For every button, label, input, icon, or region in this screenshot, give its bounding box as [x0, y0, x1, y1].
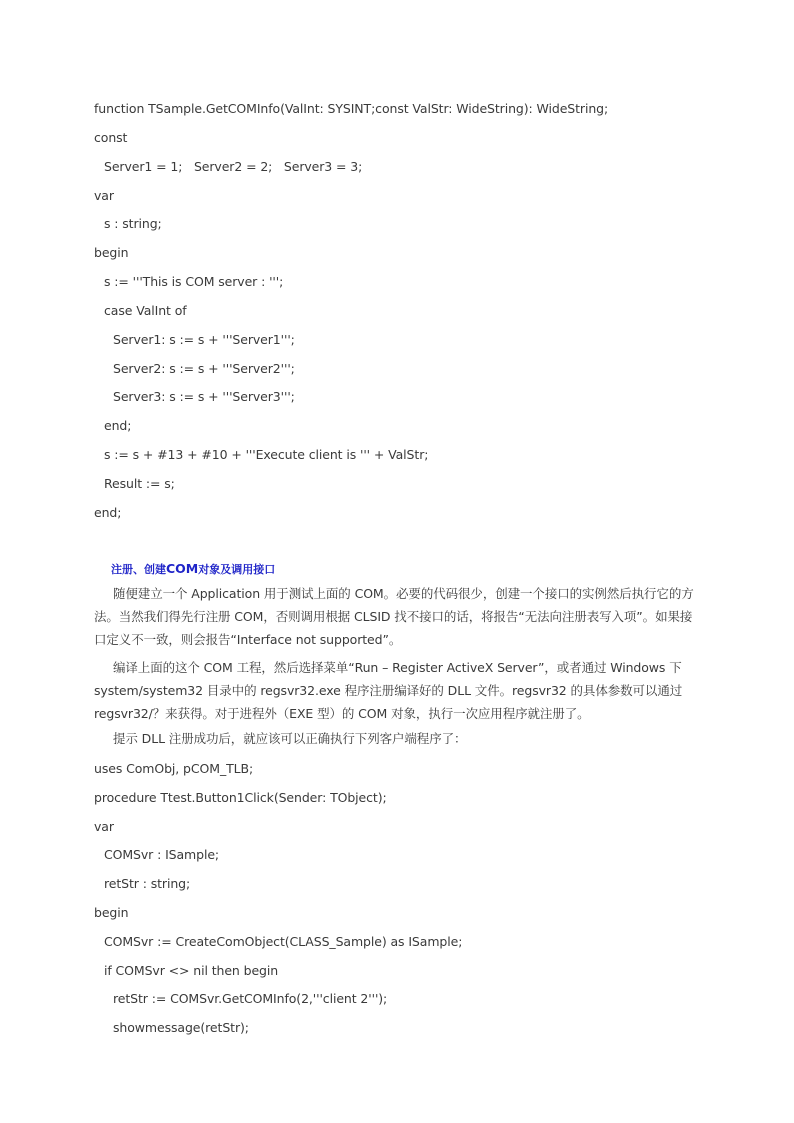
code-line: COMSvr : ISample; — [104, 847, 220, 862]
code-line: begin — [94, 245, 129, 260]
code-line: s : string; — [104, 216, 162, 231]
code-line: if COMSvr <> nil then begin — [104, 963, 279, 978]
code-line: const — [94, 130, 128, 145]
heading-text-post: 对象及调用接口 — [198, 563, 276, 576]
code-line: uses ComObj, pCOM_TLB; — [94, 761, 254, 776]
code-line: Server1 = 1; Server2 = 2; Server3 = 3; — [104, 159, 363, 174]
code-line: case ValInt of — [104, 303, 187, 318]
body-paragraph: 编译上面的这个 COM 工程，然后选择菜单“Run – Register ActiveX Server”，或者通过 Windows 下 system/system32 目录中的 regsvr32.exe 程序注册编译好的 DLL 文件。regsvr32 的具体参数可以通过 regsvr32/？来获得。对于进程外（EXE 型）的 COM 对象，执行一次应用程序就注册了。 — [94, 660, 683, 721]
body-paragraph: 提示 DLL 注册成功后，就应该可以正确执行下列客户端程序了： — [113, 731, 467, 746]
code-line: Server3: s := s + '''Server3'''; — [113, 389, 295, 404]
code-line: function TSample.GetCOMInfo(ValInt: SYSINT;const ValStr: WideString): WideString; — [94, 101, 609, 116]
code-line: showmessage(retStr); — [113, 1020, 249, 1035]
code-line: Result := s; — [104, 476, 175, 491]
heading-text-pre: 注册、创建 — [111, 563, 166, 576]
code-line: retStr : string; — [104, 876, 191, 891]
code-line: Server1: s := s + '''Server1'''; — [113, 332, 295, 347]
code-line: end; — [94, 505, 122, 520]
section-heading — [111, 561, 275, 578]
code-line: begin — [94, 905, 129, 920]
code-line: var — [94, 819, 114, 834]
body-paragraph: 随便建立一个 Application 用于测试上面的 COM。必要的代码很少，创建一个接口的实例然后执行它的方法。当然我们得先行注册 COM，否则调用根据 CLSID 找不接口的话，将报告“无法向注册表写入项”。如果接口定义不一致，则会报告“Interface not supported”。 — [94, 586, 694, 647]
code-line: COMSvr := CreateComObject(CLASS_Sample) as ISample; — [104, 934, 463, 949]
code-line: retStr := COMSvr.GetCOMInfo(2,'''client 2'''); — [113, 991, 388, 1006]
code-line: s := '''This is COM server : '''; — [104, 274, 284, 289]
code-line: procedure Ttest.Button1Click(Sender: TObject); — [94, 790, 387, 805]
heading-text-com: COM — [166, 561, 199, 576]
code-line: s := s + #13 + #10 + '''Execute client is ''' + ValStr; — [104, 447, 429, 462]
code-line: end; — [104, 418, 132, 433]
code-line: var — [94, 188, 114, 203]
code-line: Server2: s := s + '''Server2'''; — [113, 361, 295, 376]
